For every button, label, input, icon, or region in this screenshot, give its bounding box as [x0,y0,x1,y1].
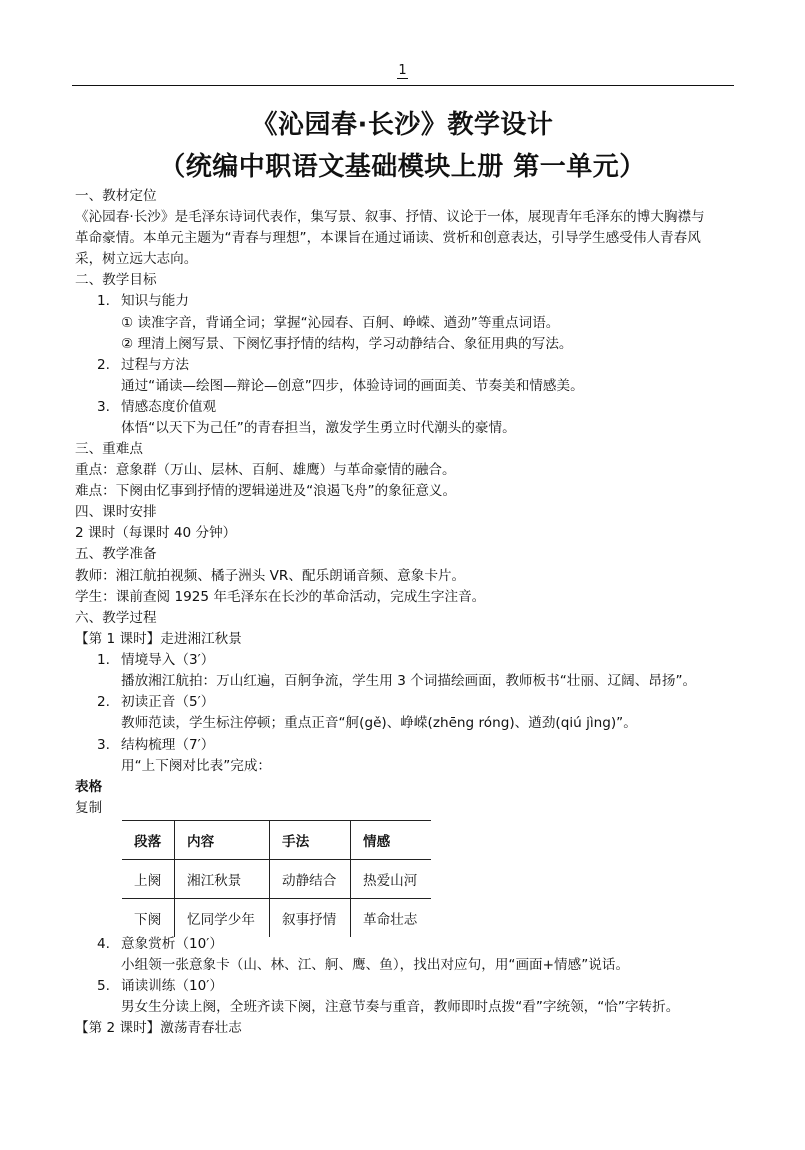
table-row [122,860,431,899]
list-item: 2. 过程与方法 [97,357,189,373]
step-detail: 用“上下阕对比表”完成： [121,758,272,774]
table-header-cell: 内容 [175,821,270,860]
table-row [122,899,431,938]
list-item-detail: 通过“诵读—绘图—辩论—创意”四步，体验诗词的画面美、节奏美和情感美。 [121,378,584,394]
page-number: 1 [398,63,407,78]
step-detail: 小组领一张意象卡（山、林、江、舸、鹰、鱼），找出对应句，用“画面+情感”说话。 [121,957,630,973]
step-item: 3. 结构梳理（7′） [97,737,215,753]
step-item: 2. 初读正音（5′） [97,694,215,710]
table-cell: 革命壮志 [351,899,432,938]
copy-link[interactable]: 复制 [75,800,103,816]
section-heading: 六、教学过程 [75,610,157,626]
section-heading: 一、教材定位 [75,188,157,204]
header-rule [72,85,734,86]
table-cell: 叙事抒情 [270,899,351,938]
table-cell: 下阕 [134,912,162,928]
title-line-2: （统编中职语文基础模块上册 第一单元） [159,152,646,182]
table-header-cell: 手法 [270,821,351,860]
title-line-1: 《沁园春·长沙》教学设计 [251,110,554,140]
section-heading: 三、重难点 [75,441,143,457]
table-label: 表格 [75,779,103,795]
key-point: 重点：意象群（万山、层林、百舸、雄鹰）与革命豪情的融合。 [75,462,456,478]
step-item: 5. 诵读训练（10′） [97,978,223,994]
table-header-cell: 段落 [122,821,175,860]
step-detail: 男女生分读上阕，全班齐读下阕，注意节奏与重音，教师即时点拨“看”字统领，“恰”字转折。 [121,999,680,1015]
table-cell: 忆同学少年 [175,899,270,938]
difficult-point: 难点：下阕由忆事到抒情的逻辑递进及“浪遏飞舟”的象征意义。 [75,483,457,499]
section-heading: 二、教学目标 [75,272,157,288]
list-item-detail: ① 读准字音，背诵全词；掌握“沁园春、百舸、峥嵘、遒劲”等重点词语。 [121,315,560,331]
section-heading: 五、教学准备 [75,546,157,562]
step-detail: 播放湘江航拍：万山红遍，百舸争流，学生用 3 个词描绘画面，教师板书“壮丽、辽阔、昂扬”。 [121,673,697,689]
step-detail: 教师范读，学生标注停顿；重点正音“舸(gě)、峥嵘(zhēng róng)、遒劲(qiú jìng)”。 [121,715,637,731]
table-cell: 湘江秋景 [175,860,270,899]
lesson-title: 【第 1 课时】走进湘江秋景 [75,631,242,647]
paragraph-line: 《沁园春·长沙》是毛泽东诗词代表作，集写景、叙事、抒情、议论于一体，展现青年毛泽东的博大胸襟与 [75,209,705,225]
table-cell: 动静结合 [270,860,351,899]
list-item-detail: 体悟“以天下为己任”的青春担当，激发学生勇立时代潮头的豪情。 [121,420,516,436]
table-header-row [122,821,431,860]
paragraph-line: 革命豪情。本单元主题为“青春与理想”，本课旨在通过诵读、赏析和创意表达，引导学生感受伟人青春风 [75,230,701,246]
section-heading: 四、课时安排 [75,504,157,520]
step-item: 1. 情境导入（3′） [97,652,215,668]
table-header-cell: 情感 [351,821,432,860]
teacher-prep: 教师：湘江航拍视频、橘子洲头 VR、配乐朗诵音频、意象卡片。 [75,568,466,584]
step-item: 4. 意象赏析（10′） [97,936,223,952]
student-prep: 学生：课前查阅 1925 年毛泽东在长沙的革命活动，完成生字注音。 [75,589,486,605]
table-cell: 上阕 [122,860,175,899]
list-item: 3. 情感态度价值观 [97,399,217,415]
list-item: 1. 知识与能力 [97,293,189,309]
schedule-text: 2 课时（每课时 40 分钟） [75,525,237,541]
table-cell: 热爱山河 [351,860,432,899]
lesson-title: 【第 2 课时】激荡青春壮志 [75,1020,242,1036]
list-item-detail: ② 理清上阕写景、下阕忆事抒情的结构，学习动静结合、象征用典的写法。 [121,336,573,352]
paragraph-line: 采，树立远大志向。 [75,251,198,267]
structure-table [122,820,431,937]
